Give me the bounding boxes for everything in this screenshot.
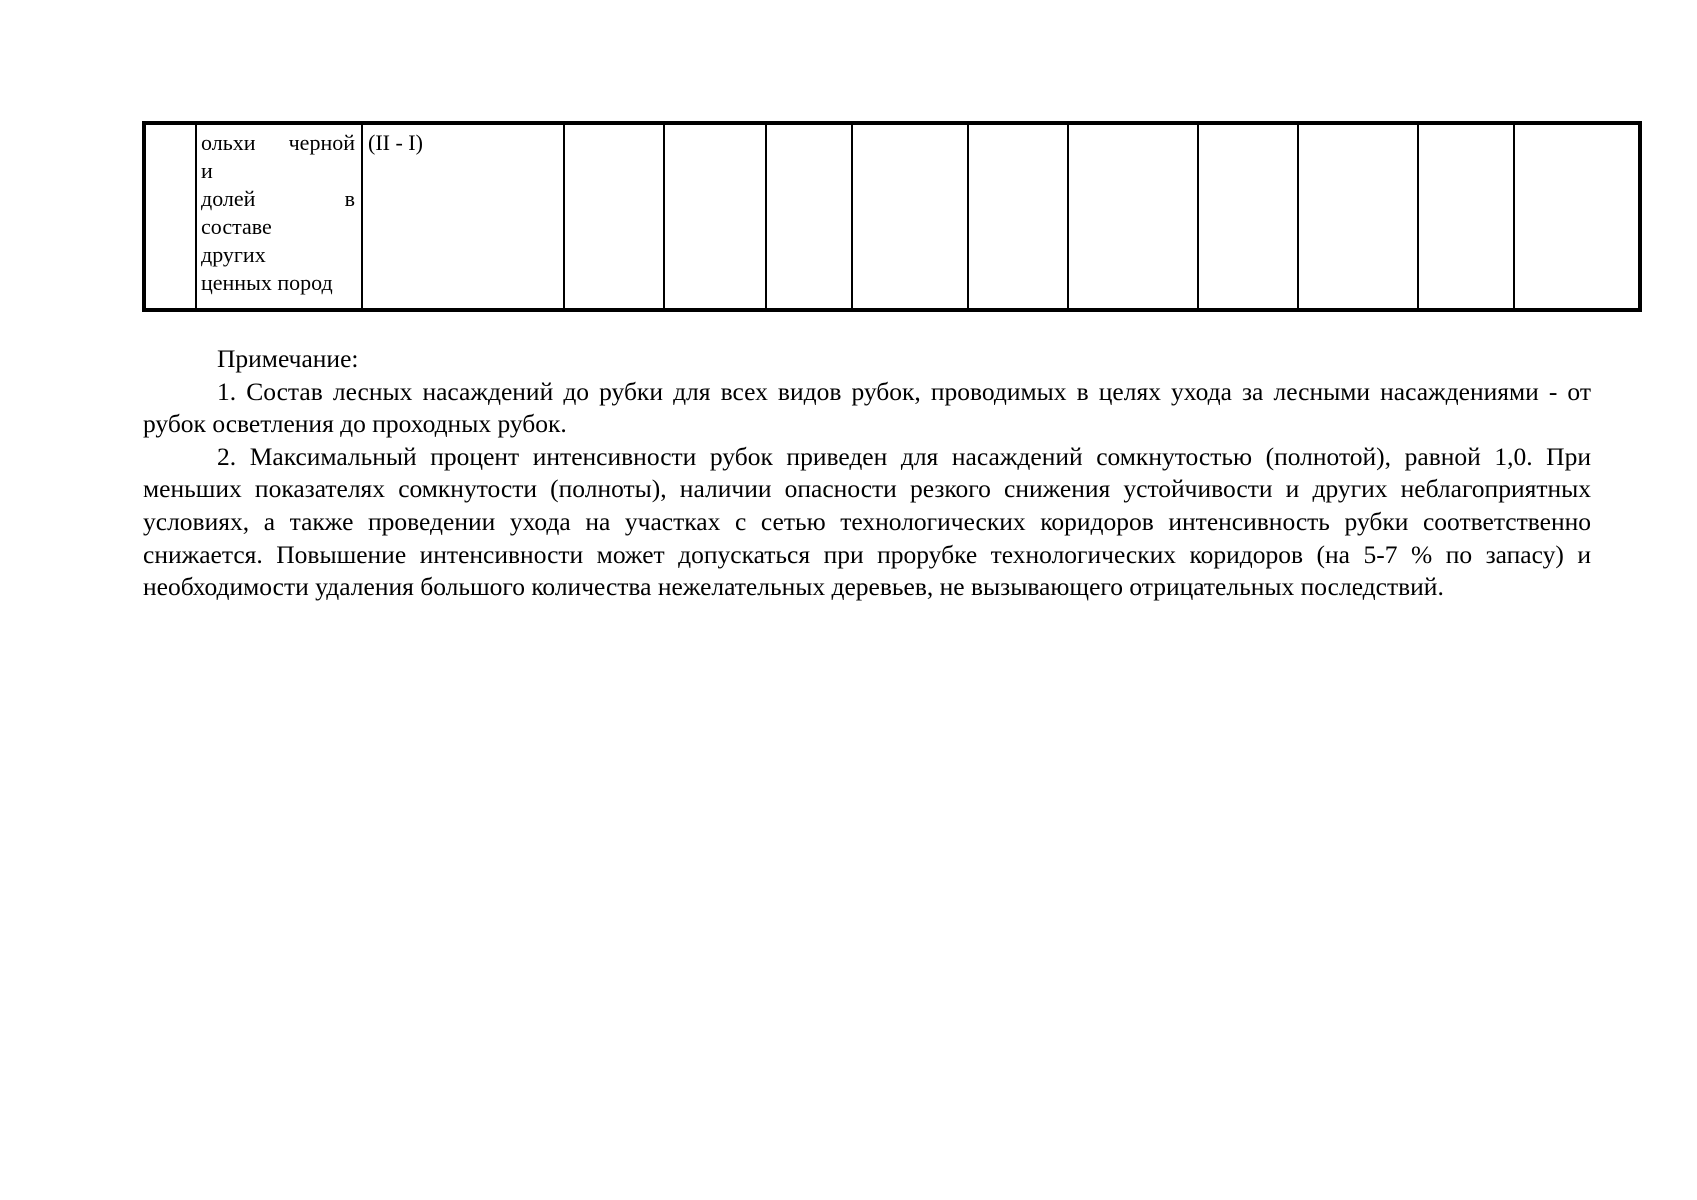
note-block [143, 343, 1591, 604]
table-cell-empty [1198, 123, 1298, 310]
species-line: ценных пород [201, 270, 333, 295]
species-line: долей в [201, 186, 355, 211]
table-cell-number [144, 123, 196, 310]
table-cell-empty [1418, 123, 1514, 310]
species-line: составе [201, 214, 272, 239]
note-item: 1. Состав лесных насаждений до рубки для всех видов рубок, проводимых в целях ухода за лесными насаждениями - от рубок осветления до проходных рубок. [143, 376, 1591, 439]
note-item: 2. Максимальный процент интенсивности рубок приведен для насаждений сомкнутостью (полнотой), равной 1,0. При меньших показателях сомкнутости (полноты), наличии опасности резкого снижения устойчивости и других неблагоприятных условиях, а также проведении ухода на участках с сетью технологических коридоров интенсивность рубки соответственно снижается. Повышение интенсивности может допускаться при прорубке технологических коридоров (на 5-7 % по запасу) и необходимости удаления большого количества нежелательных деревьев, не вызывающего отрицательных последствий. [143, 441, 1591, 602]
table-row [144, 123, 1640, 310]
note-title: Примечание: [217, 344, 359, 373]
data-table-fragment [142, 121, 1642, 312]
table-cell-empty [564, 123, 664, 310]
species-line: ольхи черной [201, 130, 355, 155]
table-cell-age-class: (II - I) [362, 123, 564, 310]
table-cell-empty [852, 123, 968, 310]
table-cell-empty [1068, 123, 1198, 310]
table-cell-empty [968, 123, 1068, 310]
table-cell-empty [766, 123, 852, 310]
table-cell-empty [664, 123, 766, 310]
table-cell-empty [1514, 123, 1640, 310]
table-cell-empty [1298, 123, 1418, 310]
table-cell-species [196, 123, 362, 310]
species-line: других [201, 242, 266, 267]
species-line: и [201, 158, 213, 183]
